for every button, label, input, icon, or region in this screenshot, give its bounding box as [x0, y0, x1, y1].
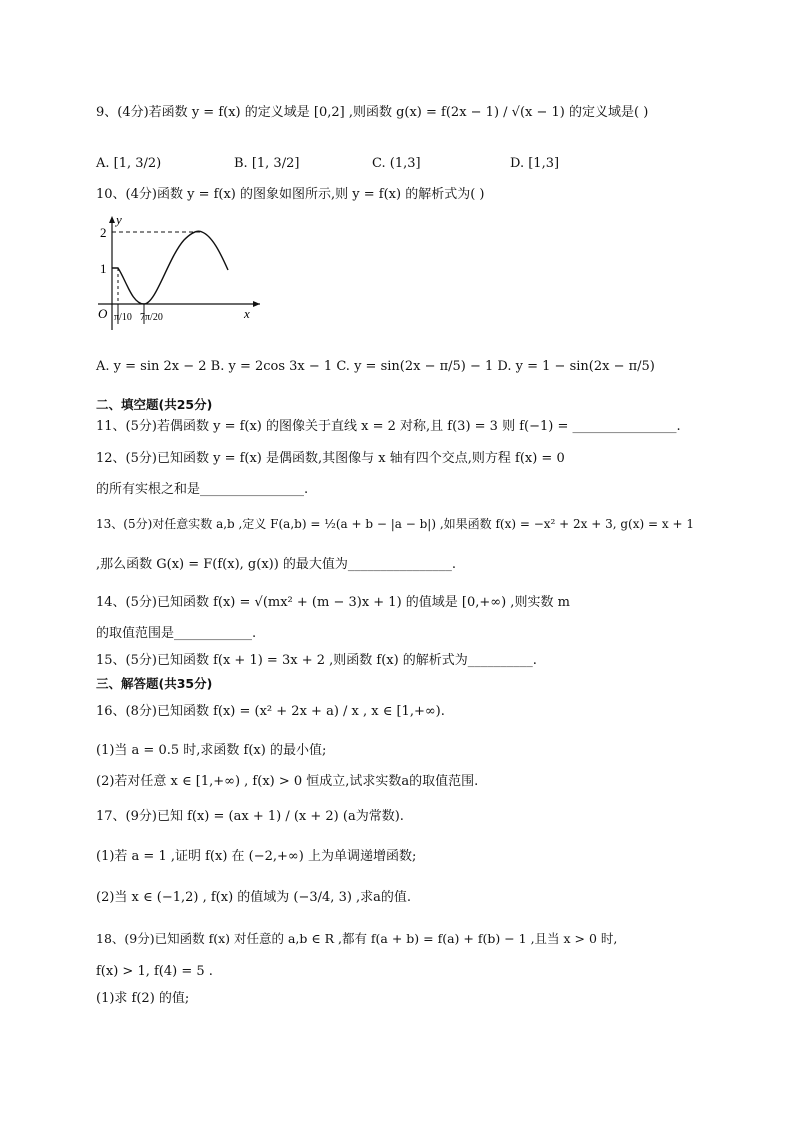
origin-label: O — [98, 306, 108, 321]
question-10: 10、(4分)函数 y = f(x) 的图象如图所示,则 y = f(x) 的解析式为( ) — [96, 187, 485, 202]
function-graph — [94, 212, 266, 338]
y-axis-label: y — [116, 212, 122, 227]
question-14-line-2: 的取值范围是____________. — [96, 626, 257, 641]
q10-options: A. y = sin 2x − 2 B. y = 2cos 3x − 1 C. y = sin(2x − π/5) − 1 D. y = 1 − sin(2x − π/5) — [96, 359, 655, 374]
x-axis-arrow-icon — [253, 301, 260, 307]
question-16-part-1: (1)当 a = 0.5 时,求函数 f(x) 的最小值; — [96, 743, 327, 758]
question-18-part-1: (1)求 f(2) 的值; — [96, 991, 190, 1006]
function-curve — [112, 231, 228, 304]
question-18-line-1: 18、(9分)已知函数 f(x) 对任意的 a,b ∈ R ,都有 f(a + b) = f(a) + f(b) − 1 ,且当 x > 0 时, — [96, 931, 618, 946]
x-tick-label-pi-10: π/10 — [114, 312, 132, 323]
question-9: 9、(4分)若函数 y = f(x) 的定义域是 [0,2] ,则函数 g(x) = f(2x − 1) / √(x − 1) 的定义域是( ) — [96, 105, 649, 120]
question-13-line-1: 13、(5分)对任意实数 a,b ,定义 F(a,b) = ½(a + b − |a − b|) ,如果函数 f(x) = −x² + 2x + 3, g(x) = x + 1 — [96, 517, 694, 531]
q9-option-c: C. (1,3] — [372, 156, 421, 171]
question-17-part-2: (2)当 x ∈ (−1,2) , f(x) 的值域为 (−3/4, 3) ,求a的值. — [96, 890, 412, 905]
question-15: 15、(5分)已知函数 f(x + 1) = 3x + 2 ,则函数 f(x) 的解析式为__________. — [96, 653, 537, 668]
question-17-part-1: (1)若 a = 1 ,证明 f(x) 在 (−2,+∞) 上为单调递增函数; — [96, 849, 417, 864]
question-14-line-1: 14、(5分)已知函数 f(x) = √(mx² + (m − 3)x + 1) 的值域是 [0,+∞) ,则实数 m — [96, 595, 570, 610]
q9-option-b: B. [1, 3/2] — [234, 156, 300, 171]
section-2-heading: 二、填空题(共25分) — [96, 397, 213, 412]
x-tick-label-7pi-20: 7π/20 — [140, 312, 163, 323]
question-11: 11、(5分)若偶函数 y = f(x) 的图像关于直线 x = 2 对称,且 f(3) = 3 则 f(−1) = ________________. — [96, 419, 681, 434]
question-16: 16、(8分)已知函数 f(x) = (x² + 2x + a) / x , x ∈ [1,+∞). — [96, 704, 445, 719]
question-17: 17、(9分)已知 f(x) = (ax + 1) / (x + 2) (a为常数). — [96, 809, 404, 824]
section-3-heading: 三、解答题(共35分) — [96, 676, 213, 691]
y-axis-arrow-icon — [109, 216, 115, 223]
q9-option-a: A. [1, 3/2) — [96, 156, 162, 171]
q9-option-d: D. [1,3] — [510, 156, 560, 171]
question-12-line-1: 12、(5分)已知函数 y = f(x) 是偶函数,其图像与 x 轴有四个交点,则方程 f(x) = 0 — [96, 451, 565, 466]
question-16-part-2: (2)若对任意 x ∈ [1,+∞) , f(x) > 0 恒成立,试求实数a的取值范围. — [96, 774, 479, 789]
y-tick-2: 2 — [100, 225, 107, 240]
question-18-line-2: f(x) > 1, f(4) = 5 . — [96, 964, 213, 979]
x-axis-label: x — [244, 306, 250, 321]
question-13-line-2: ,那么函数 G(x) = F(f(x), g(x)) 的最大值为________________. — [96, 557, 457, 572]
question-12-line-2: 的所有实根之和是________________. — [96, 482, 309, 497]
y-tick-1: 1 — [100, 261, 107, 276]
